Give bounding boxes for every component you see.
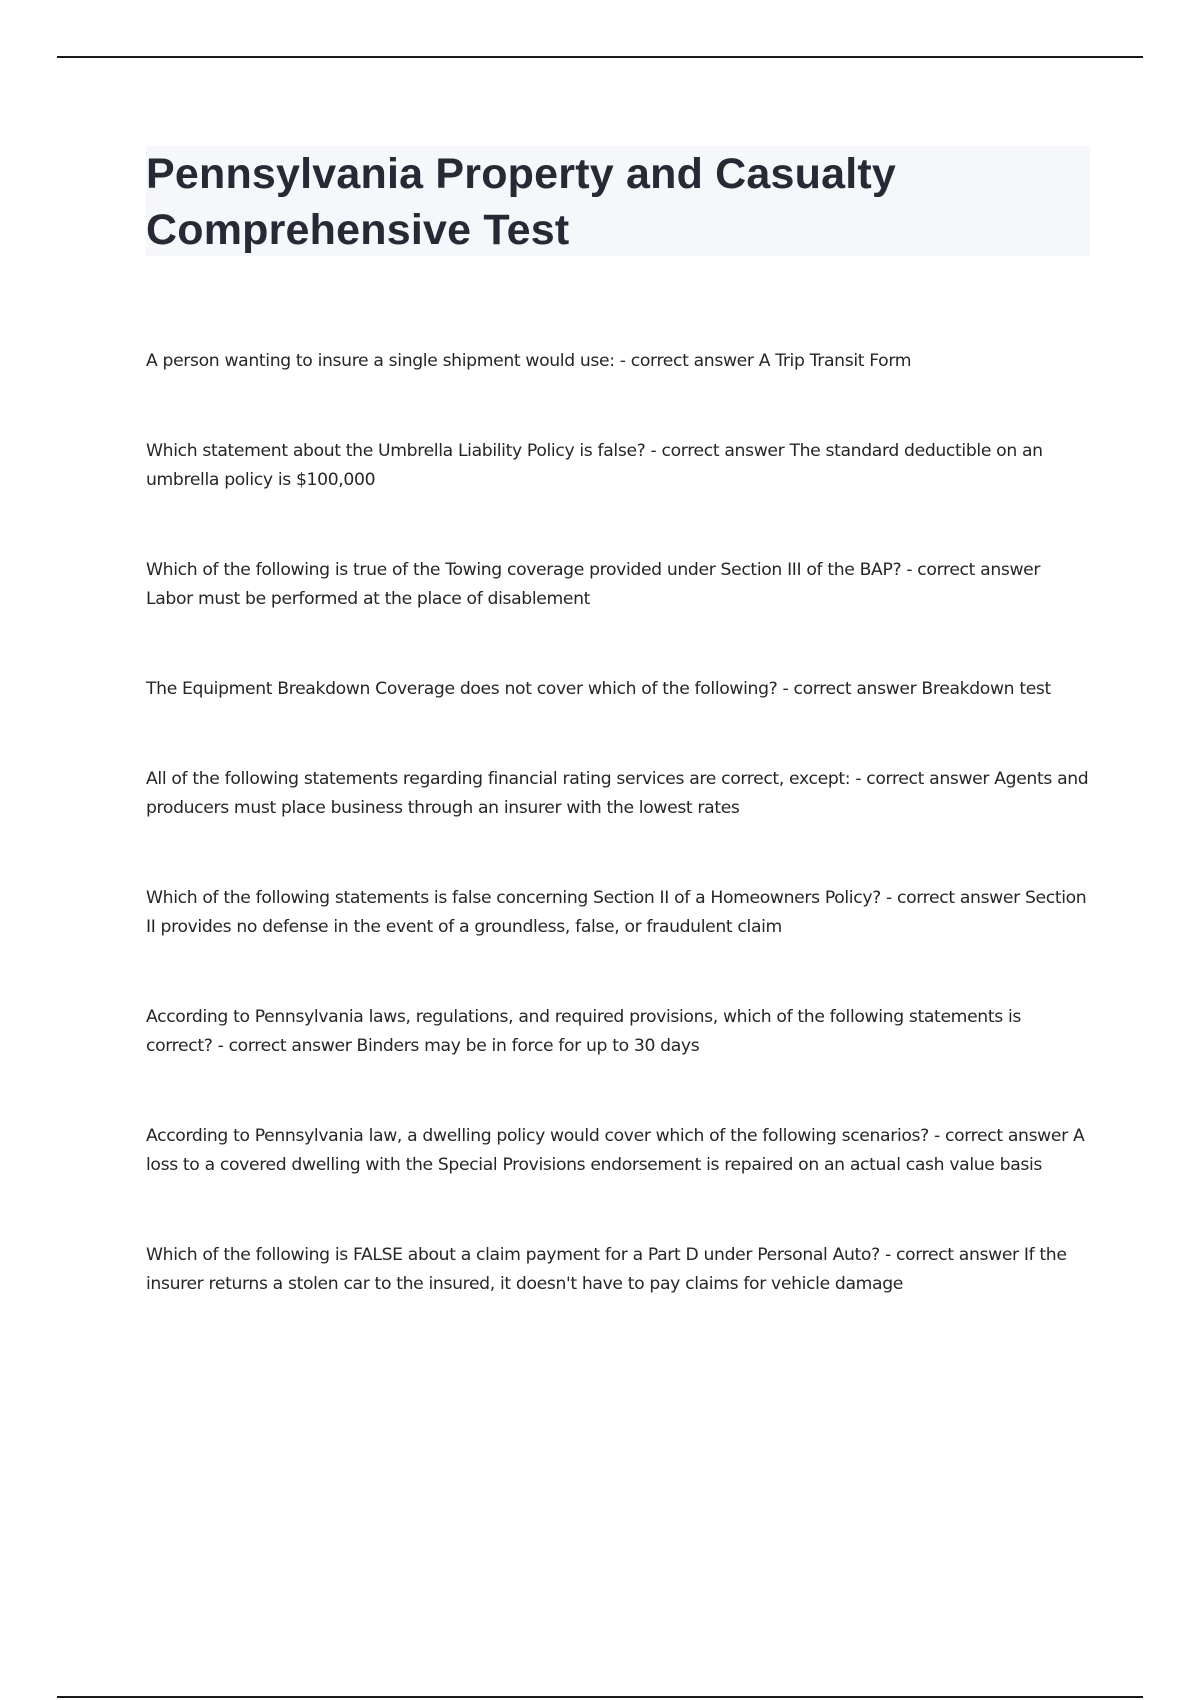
qa-item-3: Which of the following is true of the Towing coverage provided under Section III of the BAP? - correct answer Labor must be performed at the place of disablement — [146, 560, 1041, 609]
question-answer-list — [146, 347, 1091, 1299]
qa-item-7: According to Pennsylvania laws, regulations, and required provisions, which of the following statements is correct? - correct answer Binders may be in force for up to 30 days — [146, 1007, 1021, 1056]
qa-item-4: The Equipment Breakdown Coverage does not cover which of the following? - correct answer Breakdown test — [146, 679, 1051, 699]
page-title: Pennsylvania Property and Casualty Comprehensive Test — [146, 150, 897, 254]
qa-item-8: According to Pennsylvania law, a dwelling policy would cover which of the following scenarios? - correct answer A loss to a covered dwelling with the Special Provisions endorsement is repaired on an actual cash value basis — [146, 1126, 1085, 1175]
qa-item-6: Which of the following statements is false concerning Section II of a Homeowners Policy? - correct answer Section II provides no defense in the event of a groundless, false, or fraudulent claim — [146, 888, 1087, 937]
qa-item-1: A person wanting to insure a single shipment would use: - correct answer A Trip Transit Form — [146, 351, 912, 371]
qa-item-5: All of the following statements regarding financial rating services are correct, except: - correct answer Agents and producers must place business through an insurer with the lowest rates — [146, 769, 1089, 818]
top-rule — [57, 56, 1143, 58]
bottom-rule — [57, 1696, 1143, 1698]
qa-item-9: Which of the following is FALSE about a claim payment for a Part D under Personal Auto? - correct answer If the insurer returns a stolen car to the insured, it doesn't have to pay claims for vehicle damage — [146, 1245, 1067, 1294]
title-banner — [146, 146, 1090, 256]
qa-item-2: Which statement about the Umbrella Liability Policy is false? - correct answer The standard deductible on an umbrella policy is $100,000 — [146, 441, 1043, 490]
